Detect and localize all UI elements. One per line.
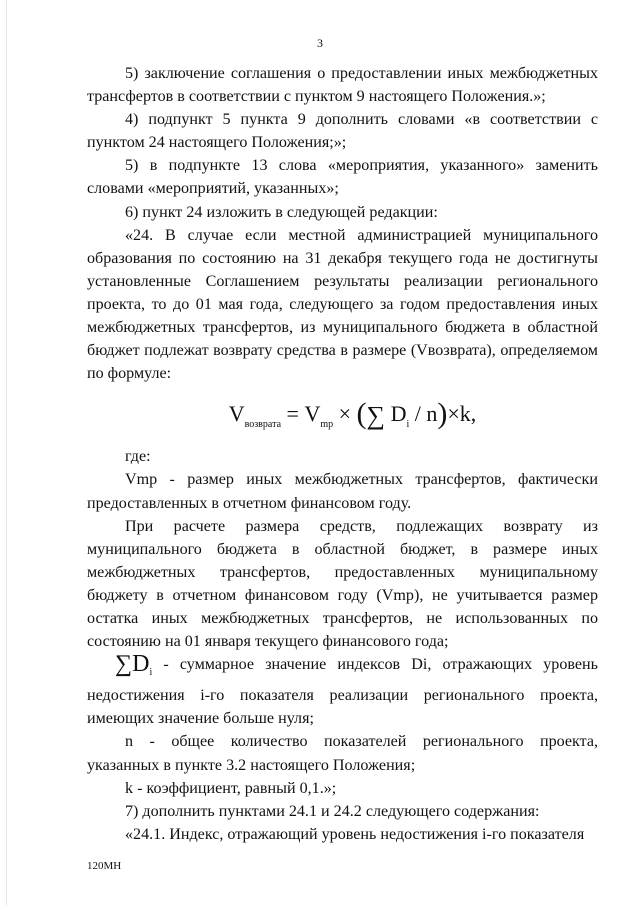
paragraph-subpoint-5: 4) подпункт 5 пункта 9 дополнить словами «в соответствии с пунктом 24 настоящего Положения;»; xyxy=(87,111,598,152)
paragraph-calculation: При расчете размера средств, подлежащих возврату из муниципального бюджета в областной бюджет, в размере иных межбюджетных трансфертов, предоставленных муниципальному бюджету в отчетном финансовом году (Vmp), не учитывается размер остатка иных межбюджетных трансфертов, не использованных по состоянию на 01 января текущего финансового года; xyxy=(87,517,598,651)
formula-v-subscript: mp xyxy=(320,419,334,431)
sum-symbol xyxy=(115,651,152,677)
sum-def-text: - суммарное значение индексов Di, отражающих уровень недостижения i-го показателя реализации регионального проекта, имеющих значение больше нуля; xyxy=(87,656,598,728)
refund-formula xyxy=(87,389,598,439)
formula-div-n: / n xyxy=(414,401,438,427)
formula-v: V xyxy=(304,401,321,427)
paragraph-item-7: 7) дополнить пунктами 24.1 и 24.2 следующего содержания: xyxy=(125,802,540,820)
formula-open-paren: ( xyxy=(356,397,367,431)
sum-d: D xyxy=(132,651,150,678)
paragraph-subpoint-13: 5) в подпункте 13 слова «мероприятия, указанного» заменить словами «мероприятий, указанных»; xyxy=(87,157,598,198)
formula-times: × xyxy=(338,401,352,427)
paragraph-item-24-text: «24. В случае если местной администрацией муниципального образования по состоянию на 31 декабря текущего года не достигнуты установленные Соглашением результаты реализации регионального проекта, то до 01 мая года, следующего за годом предоставления иных межбюджетных трансфертов, из муниципального бюджета в областной бюджет подлежат возврату средства в размере (Vвозврата), определяемом по формуле: xyxy=(87,226,598,383)
document-body xyxy=(87,62,598,846)
footer-code: 120МН xyxy=(87,860,122,872)
paragraph-k-def: k - коэффициент, равный 0,1.»; xyxy=(125,779,337,797)
where-label: где: xyxy=(125,448,151,466)
paragraph-item-24-1: «24.1. Индекс, отражающий уровень недостижения i-го показателя xyxy=(125,825,585,843)
page-number: 3 xyxy=(317,36,323,50)
formula-k: k, xyxy=(459,401,477,427)
sigma-icon: ∑ xyxy=(115,651,133,678)
sigma-icon: ∑ xyxy=(366,401,386,431)
formula-d: D xyxy=(390,401,407,427)
formula-equals: = xyxy=(286,401,299,427)
formula-lhs: V xyxy=(228,401,245,427)
formula-times-2: × xyxy=(447,401,460,427)
paragraph-item-5-agreement: 5) заключение соглашения о предоставлении иных межбюджетных трансфертов в соответствии с пунктом 9 настоящего Положения.»; xyxy=(87,65,598,106)
scan-edge-line xyxy=(6,0,7,905)
formula-close-paren: ) xyxy=(437,397,448,431)
paragraph-sum-def xyxy=(87,653,598,730)
sum-d-subscript: i xyxy=(149,667,153,679)
formula-lhs-subscript: возврата xyxy=(244,419,282,431)
formula-d-subscript: i xyxy=(406,419,410,431)
paragraph-n-def: n - общее количество показателей регионального проекта, указанных в пункте 3.2 настоящего Положения; xyxy=(87,733,598,774)
paragraph-vmp-def: Vmp - размер иных межбюджетных трансфертов, фактически предоставленных в отчетном финансовом году. xyxy=(87,471,598,512)
paragraph-item-24-header: 6) пункт 24 изложить в следующей редакции: xyxy=(125,203,438,221)
